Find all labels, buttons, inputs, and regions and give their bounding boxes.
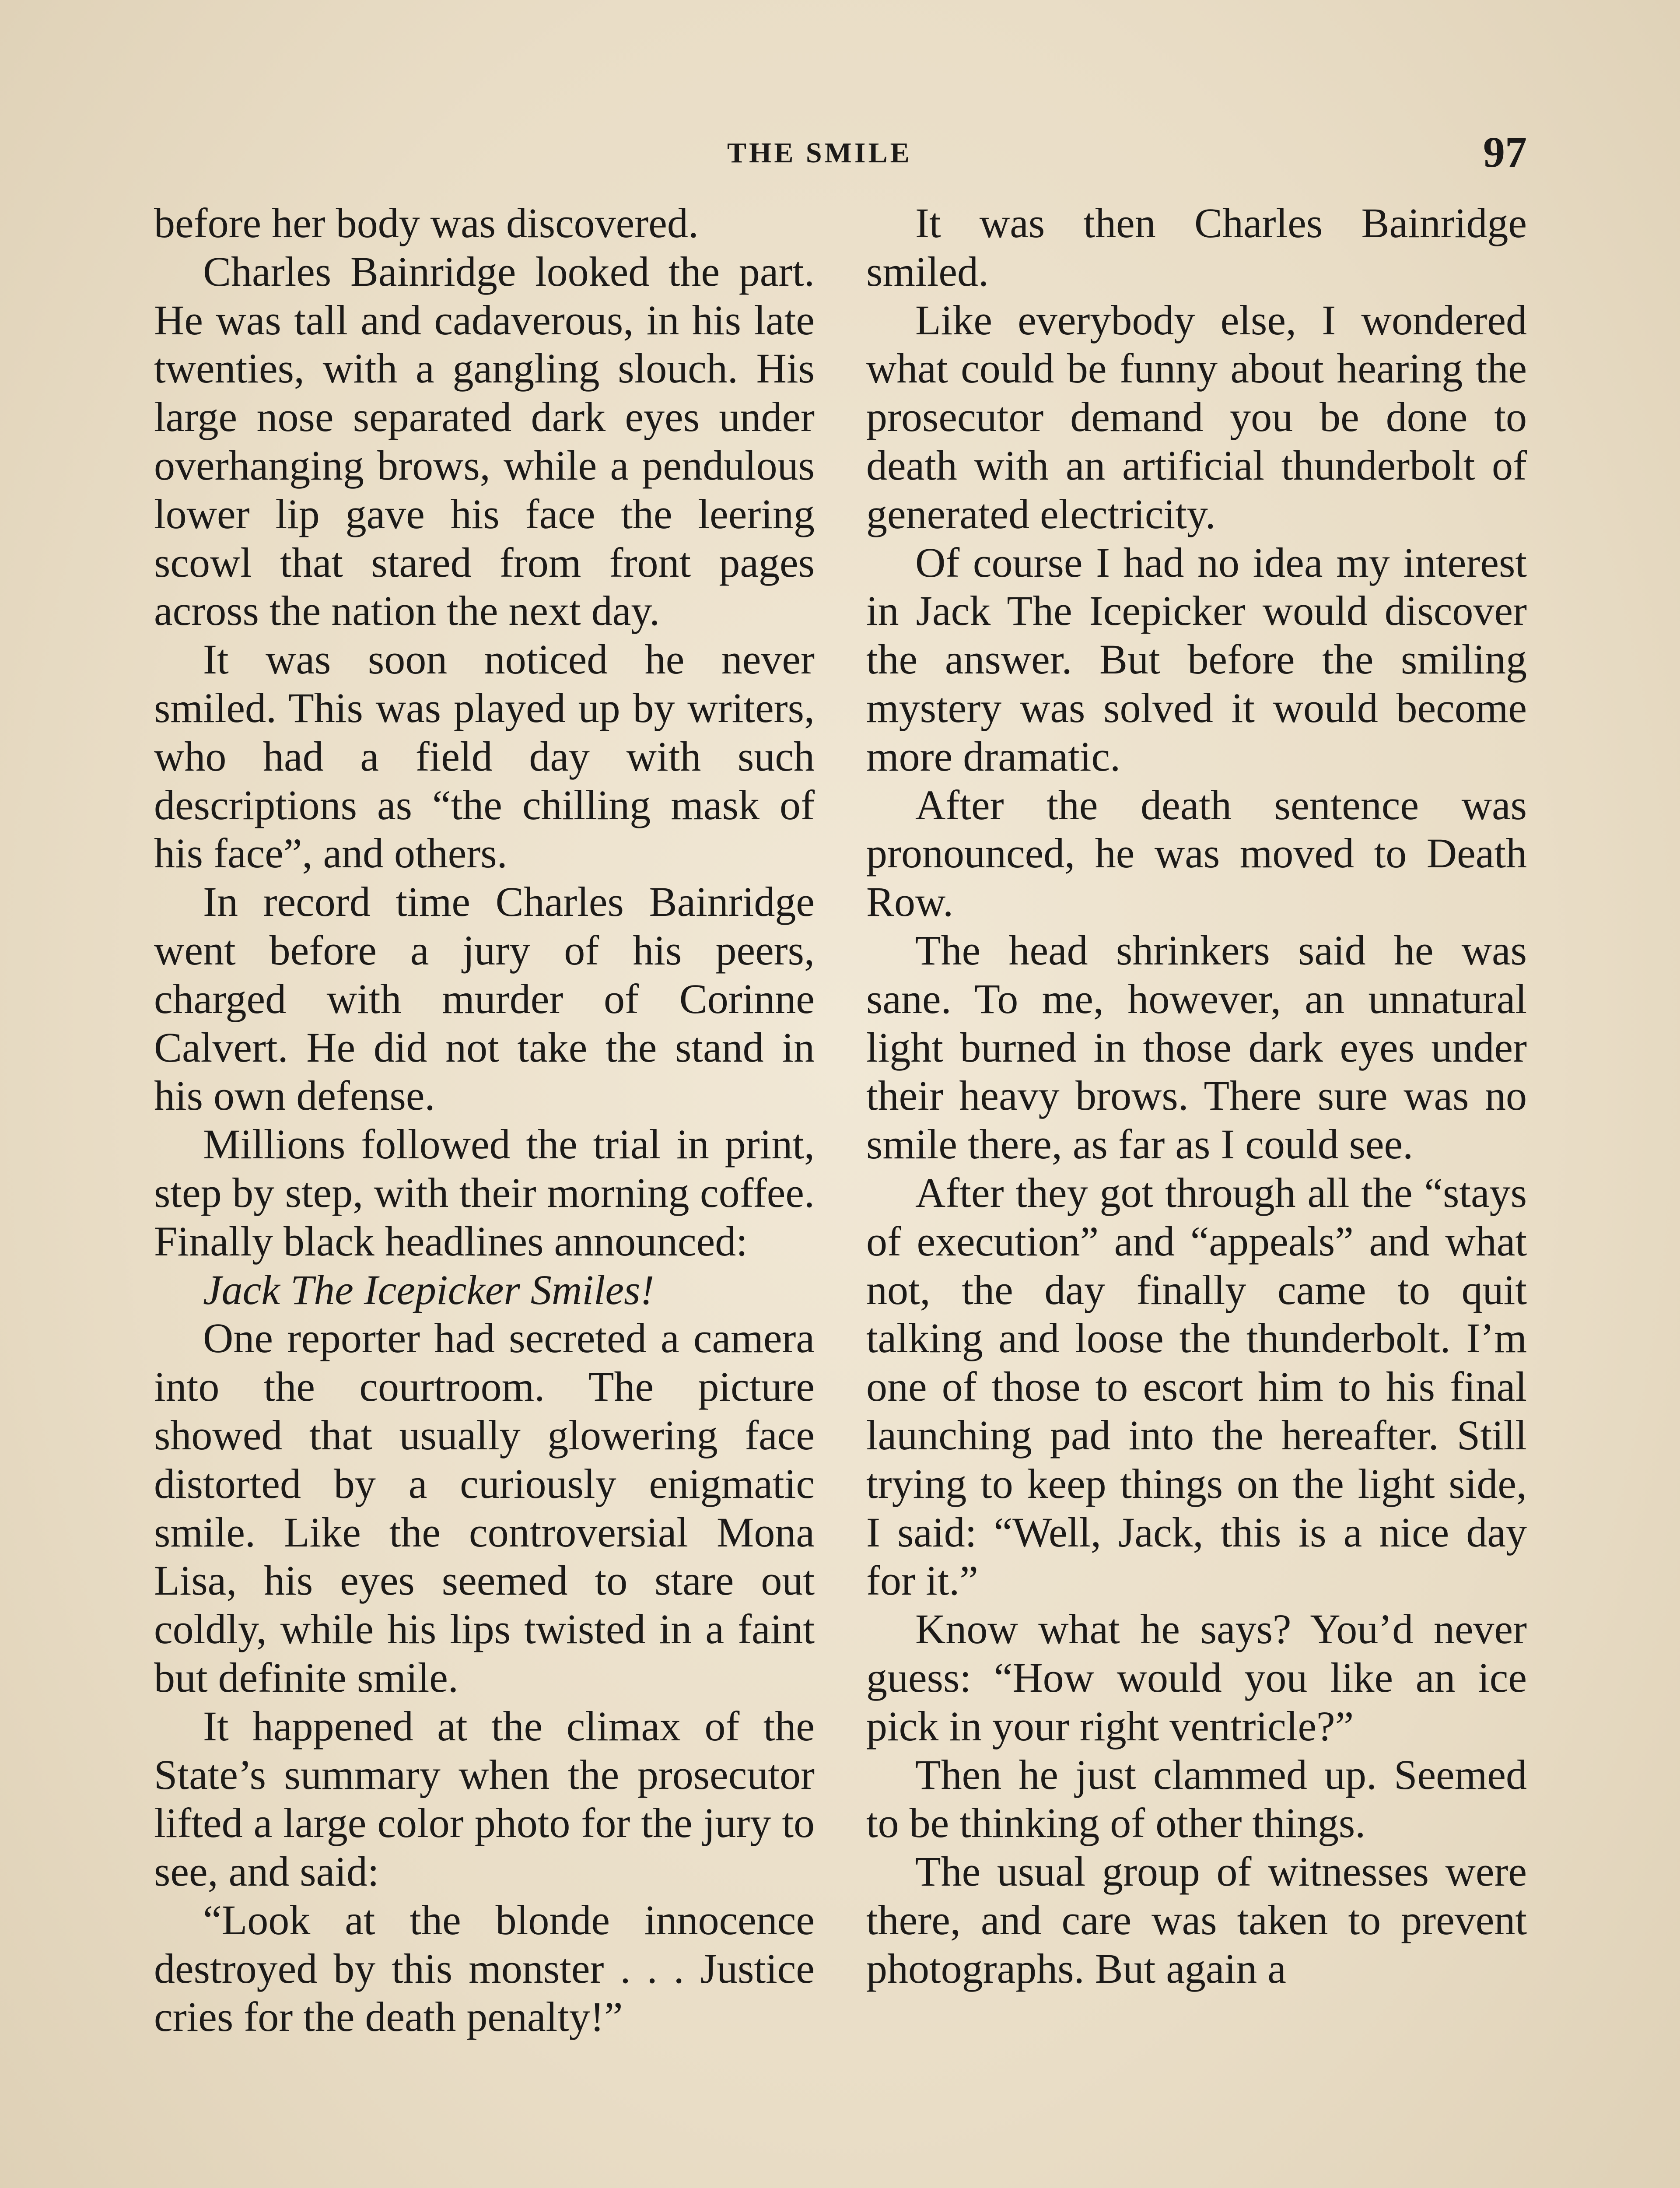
paragraph: It was then Charles Bainridge smiled. [866, 200, 1527, 295]
paragraph: The head shrinkers said he was sane. To me, however, an unnatural light burned in those dark eyes under their heavy brows. There sure was no smile there, as far as I could see. [866, 926, 1527, 1168]
page-number: 97 [1483, 128, 1527, 176]
running-header [0, 127, 1680, 184]
headline-quote: Jack The Icepicker Smiles! [203, 1266, 654, 1313]
paragraph: The usual group of witnesses were there, and care was taken to prevent photographs. But again a [866, 1848, 1527, 1992]
paragraph: It was soon noticed he never smiled. This was played up by writers, who had a field day with such descriptions as “the chilling mask of his face”, and others. [154, 636, 815, 877]
paragraph: After they got through all the “stays of execution” and “appeals” and what not, the day finally came to quit talking and loose the thunderbolt. I’m one of those to escort him to his final launching pad into the hereafter. Still trying to keep things on the light side, I said: “Well, Jack, this is a nice day for it.” [866, 1169, 1527, 1604]
paragraph: It happened at the climax of the State’s summary when the prosecutor lifted a large color photo for the jury to see, and said: [154, 1702, 815, 1895]
paragraph: Charles Bainridge looked the part. He was tall and cadaverous, in his late twenties, with a gangling slouch. His large nose separated dark eyes under overhanging brows, while a pendulous lower lip gave his face the leering scowl that stared from front pages across the nation the next day. [154, 248, 815, 635]
paragraph: “Look at the blonde innocence destroyed by this monster . . . Justice cries for the death penalty!” [154, 1896, 815, 2041]
paragraph: After the death sentence was pronounced, he was moved to Death Row. [866, 781, 1527, 926]
paragraph: Know what he says? You’d never guess: “How would you like an ice pick in your right ventricle?” [866, 1606, 1527, 1750]
paragraph: Millions followed the trial in print, step by step, with their morning coffee. Finally black headlines announced: [154, 1121, 815, 1265]
right-column [866, 199, 1527, 2188]
paragraph: Then he just clammed up. Seemed to be thinking of other things. [866, 1751, 1527, 1847]
paragraph: One reporter had secreted a camera into the courtroom. The picture showed that usually glowering face distorted by a curiously enigmatic smile. Like the controversial Mona Lisa, his eyes seemed to stare out coldly, while his lips twisted in a faint but definite smile. [154, 1315, 815, 1701]
running-title: THE SMILE [727, 137, 912, 169]
paragraph: Like everybody else, I wondered what could be funny about hearing the prosecutor demand you be done to death with an artificial thunderbolt of generated electricity. [866, 296, 1527, 537]
paragraph: before her body was discovered. [154, 200, 699, 246]
paragraph: In record time Charles Bainridge went before a jury of his peers, charged with murder of Corinne Calvert. He did not take the stand in his own defense. [154, 878, 815, 1119]
left-column [154, 199, 815, 2188]
paragraph: Of course I had no idea my interest in Jack The Icepicker would discover the answer. But before the smiling mystery was solved it would become more dramatic. [866, 539, 1527, 780]
